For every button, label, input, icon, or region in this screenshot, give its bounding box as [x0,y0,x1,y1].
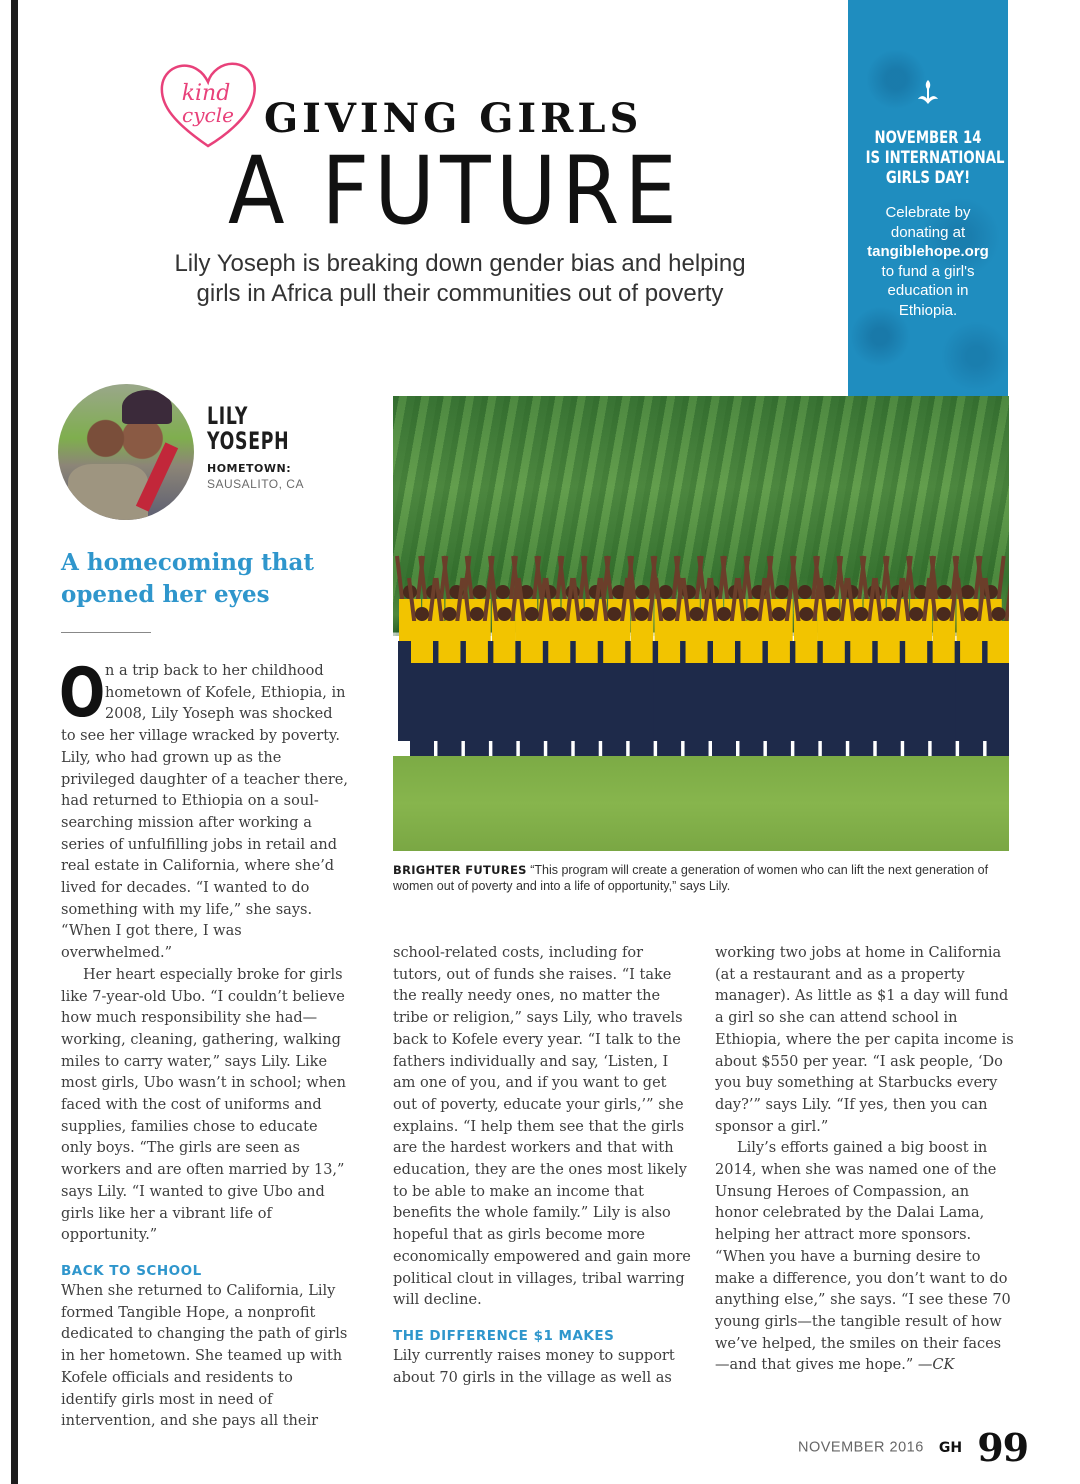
sidebar-headline-line: NOVEMBER 14 [874,128,982,148]
page-edge-stripe [11,0,18,1484]
photo-figure [711,578,737,763]
article-paragraph: When she returned to California, Lily formed Tangible Hope, a nonprofit dedicated to changing the path of girls in her hometown. She teamed up with Kofele officials and residents to identify girls most in need of intervention, and she pays all their [61,1282,348,1430]
sidebar-body-text: to fund a girl's education in Ethiopia. [881,262,975,319]
photo-detail [68,464,148,520]
subhead-back-to-school: BACK TO SCHOOL [61,1262,202,1279]
article-paragraph: working two jobs at home in California (at a restaurant and as a property manager). As little as $1 a day will fund a girl so she can attend school in Ethiopia, where the per capita income is about $550 per year. “I ask people, ‘Do you buy something at Starbucks every day?’” says Lily. “If yes, then you can sponsor a girl.” [715,945,1014,1135]
page-number: 99 [977,1425,1029,1470]
magazine-initials: GH [938,1439,963,1456]
drop-cap: O [59,654,106,733]
article-paragraph: school-related costs, including for tutors, out of funds she raises. “I take the really needy ones, no matter the tribe or religion,” says Lily, who travels back to Kofele every year. “I talk to the fathers individually and say, ‘Listen, I am one of you, and if you want to get out of poverty, educate your girls,’” she explains. “I help them see that the girls are the hardest workers and that with education, they are the ones most likely to be able to make an income that benefits the whole family.” Lily is also hopeful that as girls become more economically empowered and gain more political clout in villages, tribal warring will decline. [393,945,691,1309]
donation-link[interactable]: tangiblehope.org [867,243,989,260]
photo-figure [409,578,435,763]
sidebar-callout [848,0,1008,396]
photo-caption [393,862,1013,894]
caption-text: “This program will create a generation of women who can lift the next generation of women out of poverty and into a life of opportunity,” says Lily. [393,863,989,893]
profile-photo [58,384,194,520]
hometown-label: HOMETOWN: [207,462,292,475]
headline-line-2 [228,137,683,246]
divider-rule [61,632,151,633]
article-paragraph [715,1138,1015,1377]
section-heading: A homecoming that opened her eyes [61,549,314,608]
sidebar-headline-line: GIRLS DAY! [885,168,971,188]
page-folio [798,1425,1028,1470]
article-paragraph: Her heart especially broke for girls like 7-year-old Ubo. “I couldn’t believe how much responsibility she had—working, cleaning, gathering, walking miles to carry water,” says Lily. Like most girls, Ubo wasn’t in school; when faced with the cost of uniforms and supplies, families chose to educate only boys. “The girls are seen as workers and are often married by 13,” says Lily. “I wanted to give Ubo and girls like her a vibrant life of opportunity.” [61,966,346,1244]
issue-date: NOVEMBER 2016 [798,1439,924,1456]
caption-label: BRIGHTER FUTURES [393,863,527,877]
article-paragraph: Lily currently raises money to support about 70 girls in the village as well as [393,1347,675,1386]
article-column-3 [715,943,1015,1377]
deck-subtitle [100,249,820,309]
headline-line-1: GIVING GIRLS [264,95,643,142]
hometown-value: SAUSALITO, CA [207,477,304,491]
logo-text-kind: kind [181,81,231,106]
subhead-difference: THE DIFFERENCE $1 MAKES [393,1327,615,1344]
headline-line-2-text: A FUTURE [228,137,683,246]
photo-crowd [393,546,1009,766]
article-column-2 [393,943,693,1389]
sidebar-body-text: Celebrate by donating at [885,204,971,241]
profile-name-last: YOSEPH [207,427,290,455]
profile-info [207,404,321,491]
photo-detail [122,390,172,424]
sidebar-headline-line: IS INTERNATIONAL [865,148,1005,168]
logo-text-cycle: cycle [182,103,234,127]
photo-grass [393,756,1009,851]
sidebar-headline [865,128,1005,188]
author-signature: —CK [917,1357,955,1374]
article-column-1 [59,654,351,1433]
paragraph-text: Lily’s efforts gained a big boost in 2014, when she was named one of the Unsung Heroes of Compassion, an honor celebrated by the Dalai Lama, helping her attract more sponsors. “When you have a burning desire to make a difference, you don’t want to do anything else,” she says. “I see these 70 young girls—the tangible result of how we’ve helped, the smiles on their faces—and that gives me hope.” [715,1140,1011,1374]
profile-name-first: LILY [207,402,249,430]
fleur-icon [918,80,938,106]
deck-line: girls in Africa pull their communities out of poverty [196,280,724,307]
paragraph-text: n a trip back to her childhood hometown of Kofele, Ethiopia, in 2008, Lily Yoseph was shocked to see her village wracked by poverty. Lily, who had grown up as the privileged daughter of a teacher there, had returned to Ethiopia on a soul-searching mission after working a series of unfulfilling jobs in retail and real estate in California, where she’d lived for decades. “I wanted to do something with my life,” she says. “When I got there, I was overwhelmed.” [61,663,348,962]
article-paragraph [59,654,351,965]
group-photo [393,396,1009,851]
deck-line: Lily Yoseph is breaking down gender bias and helping [174,250,746,277]
sidebar-body [848,203,1008,320]
